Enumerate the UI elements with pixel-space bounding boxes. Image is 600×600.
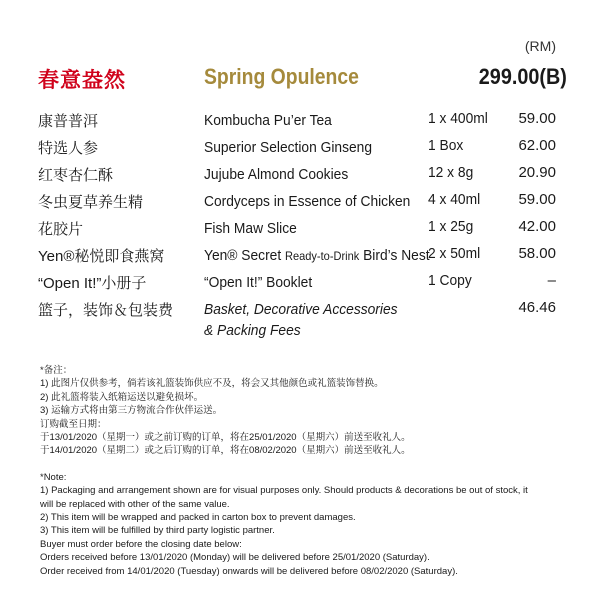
item-name-chinese: 冬虫夏草养生精 [38,194,144,211]
item-name-english: Basket, Decorative Accessories & Packing Fees [204,301,398,339]
note-line-chinese: 2) 此礼篮将装入纸箱运送以避免损坏。 [40,391,204,403]
item-name-english-part: Ready-to-Drink [285,249,360,263]
list-item [0,110,600,137]
hamper-title-english: Spring Opulence [204,64,359,89]
hamper-price: 299.00(B) [478,64,567,89]
item-price: 59.00 [518,110,556,127]
note-line-english: *Note: [40,471,67,483]
hamper-header [0,62,600,96]
item-name-chinese: 红枣杏仁酥 [38,167,114,184]
item-name-chinese: Yen®秘悦即食燕窝 [38,248,165,265]
note-line-english: Buyer must order before the closing date below: [40,538,242,550]
note-line-english: 1) Packaging and arrangement shown are for visual purposes only. Should products & decorations be out of stock, it [40,485,528,497]
item-price: 59.00 [518,191,556,208]
note-line-english: 2) This item will be wrapped and packed in carton box to prevent damages. [40,512,356,524]
item-name-english: Jujube Almond Cookies [204,166,349,183]
item-name-english: Superior Selection Ginseng [204,139,373,156]
item-name-chinese: 康普普洱 [38,113,99,130]
item-price: 20.90 [518,164,556,181]
item-name-english: Cordyceps in Essence of Chicken [204,193,411,210]
note-line-chinese: 3) 运输方式将由第三方物流合作伙伴运送。 [40,405,223,417]
item-name-english: “Open It!” Booklet [204,274,313,291]
note-line-english: 3) This item will be fulfilled by third party logistic partner. [40,525,275,537]
item-name-english-part: Bird’s Nest [359,247,430,264]
item-quantity: 4 x 40ml [428,191,481,208]
item-quantity: 12 x 8g [428,164,474,181]
item-quantity: 1 x 25g [428,218,474,235]
item-name-chinese: 篮子，装饰＆包装费 [38,302,174,319]
note-line-english: Orders received before 13/01/2020 (Monday) will be delivered before 25/01/2020 (Saturday). [40,552,430,564]
list-item [0,164,600,191]
item-name-english [204,245,430,267]
note-line-chinese: 订购截至日期： [40,418,107,430]
note-line-chinese: *备注： [40,365,73,376]
item-list [0,110,600,349]
note-line-chinese: 于13/01/2020（星期一）或之前订购的订单，将在25/01/2020（星期六）前送至收礼人。 [40,432,411,444]
notes-section [40,364,570,578]
item-quantity: 1 Copy [428,272,472,289]
item-quantity: 1 Box [428,137,464,154]
item-price: 42.00 [518,218,556,235]
note-line-chinese: 1) 此图片仅供参考，倘若该礼篮装饰供应不及，将会又其他颜色或礼篮装饰替换。 [40,378,384,390]
item-name-english: Fish Maw Slice [204,220,297,237]
note-line-chinese: 于14/01/2020（星期二）或之后订购的订单，将在08/02/2020（星期六）前送至收礼人。 [40,445,411,457]
list-item [0,272,600,299]
list-item [0,137,600,164]
list-item [0,245,600,272]
item-name-english: Kombucha Pu’er Tea [204,112,332,129]
item-name-chinese: 花胶片 [38,221,84,238]
item-quantity: 1 x 400ml [428,110,488,127]
item-quantity: 2 x 50ml [428,245,481,262]
item-price: 46.46 [518,299,556,316]
item-name-chinese: 特选人参 [38,140,99,157]
hamper-title-chinese: 春意盎然 [38,69,126,92]
item-name-chinese: “Open It!”小册子 [38,275,147,292]
list-item [0,218,600,245]
item-name-english-part: Yen® Secret [204,247,286,264]
item-price: 58.00 [518,245,556,262]
item-price: 62.00 [518,137,556,154]
note-line-english: Order received from 14/01/2020 (Tuesday) onwards will be delivered before 08/02/2020 (Saturday). [40,565,458,577]
currency-label: (RM) [524,38,556,54]
item-price: – [547,272,556,289]
note-line-english: will be replaced with other of the same value. [40,498,230,510]
list-item [0,191,600,218]
list-item [0,299,600,349]
